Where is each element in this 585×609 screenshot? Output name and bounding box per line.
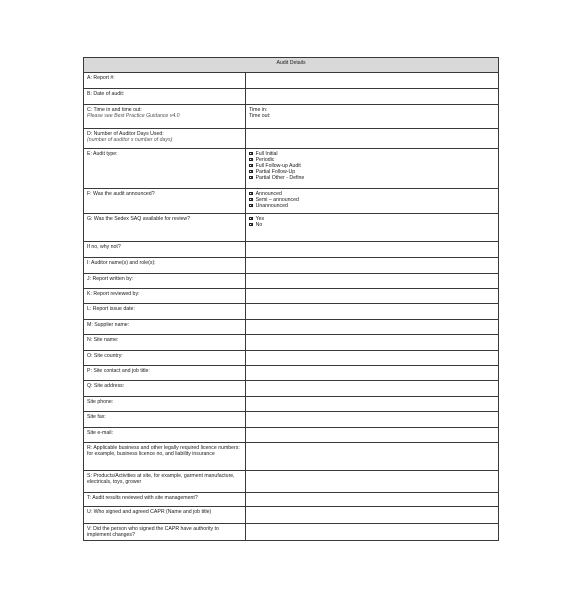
field-value-cell[interactable] [246,73,499,89]
field-label: G: Was the Sedex SAQ available for review? [87,216,191,222]
field-value-cell[interactable] [246,189,499,214]
field-label: J: Report written by: [87,276,134,282]
checkbox-icon[interactable] [249,152,253,156]
field-label: R: Applicable business and other legally required licence numbers: [87,445,240,451]
field-label: N: Site name: [87,337,119,343]
field-label-cell [84,274,246,289]
field-value-cell[interactable] [246,351,499,366]
field-label: If no, why not? [87,244,121,250]
table-header-row [84,58,499,73]
field-label-cell [84,129,246,149]
field-label-cell [84,351,246,366]
table-row [84,335,499,351]
field-label-cell [84,258,246,274]
table-row [84,366,499,381]
field-value-cell[interactable] [246,149,499,189]
field-label: B: Date of audit: [87,91,125,97]
table-row [84,105,499,129]
checkbox-icon[interactable] [249,198,253,202]
field-value-line: Time in: [249,107,268,113]
field-value-cell[interactable] [246,89,499,105]
field-label: O: Site country: [87,353,123,359]
checkbox-icon[interactable] [249,164,253,168]
field-value-cell[interactable] [246,443,499,471]
field-value-cell[interactable] [246,397,499,412]
field-value-cell[interactable] [246,129,499,149]
field-label: U: Who signed and agreed CAPR (Name and job title) [87,509,212,515]
field-value-cell[interactable] [246,274,499,289]
table-row [84,189,499,214]
field-value-cell[interactable] [246,524,499,541]
table-row [84,73,499,89]
field-label-cell [84,149,246,189]
field-label-cell [84,524,246,541]
checkbox-icon[interactable] [249,158,253,162]
table-header: Audit Details [84,58,499,73]
field-value-cell[interactable] [246,366,499,381]
checkbox-label: Partial Other - Define [255,175,305,181]
table-row [84,524,499,541]
checkbox-label: Full Initial [255,151,278,157]
checkbox-icon[interactable] [249,170,253,174]
table-row [84,289,499,304]
field-label-example: for example, business licence no, and liability insurance [87,451,215,457]
field-label-cell [84,105,246,129]
field-label-cell [84,189,246,214]
table-row [84,471,499,493]
checkbox-label: Semi – announced [255,197,299,203]
table-row [84,397,499,412]
field-label: F: Was the audit announced? [87,191,155,197]
field-label-cell [84,507,246,524]
field-label-cell [84,242,246,258]
checkbox-label: Unannounced [255,203,288,209]
field-label: Q: Site address: [87,383,125,389]
field-label-cell [84,428,246,443]
table-row [84,89,499,105]
field-label-cell [84,366,246,381]
field-label: M: Supplier name: [87,322,130,328]
field-value-cell[interactable] [246,381,499,397]
field-label-cell [84,335,246,351]
table-row [84,258,499,274]
field-value-cell[interactable] [246,105,499,129]
field-label: K: Report reviewed by: [87,291,140,297]
audit-details-table [83,57,499,541]
field-value-cell[interactable] [246,214,499,242]
checkbox-label: Full Follow-up Audit [255,163,301,169]
table-row [84,428,499,443]
field-label-cell [84,412,246,428]
field-label: L: Report issue date: [87,306,135,312]
field-label: A: Report #: [87,75,115,81]
table-row [84,493,499,507]
field-label: E: Audit type: [87,151,118,157]
table-row [84,507,499,524]
field-label: C: Time in and time out: [87,107,142,113]
checkbox-icon[interactable] [249,176,253,180]
field-label-cell [84,214,246,242]
checkbox-option[interactable] [249,175,495,181]
table-row [84,214,499,242]
table-row [84,274,499,289]
table-row [84,412,499,428]
field-label-cell [84,289,246,304]
field-value-cell[interactable] [246,412,499,428]
field-label-cell [84,493,246,507]
field-label-cell [84,320,246,335]
table-row [84,381,499,397]
table-row [84,320,499,335]
field-label-cell [84,471,246,493]
field-label-cell [84,397,246,412]
field-label-cell [84,89,246,105]
field-label: P: Site contact and job title: [87,368,150,374]
checkbox-icon[interactable] [249,217,253,221]
table-row [84,242,499,258]
field-value-cell[interactable] [246,493,499,507]
checkbox-label: Periodic [255,157,275,163]
field-label: Site e-mail: [87,430,113,436]
field-label-cell [84,73,246,89]
table-row [84,149,499,189]
table-row [84,129,499,149]
field-value-cell[interactable] [246,320,499,335]
field-label: I: Auditor name(s) and role(s): [87,260,156,266]
field-value-cell[interactable] [246,258,499,274]
field-value-cell[interactable] [246,428,499,443]
field-label: D: Number of Auditor Days Used: [87,131,164,137]
field-value-line: Time out: [249,113,271,119]
checkbox-label: Announced [255,191,282,197]
field-label: Site fax: [87,414,106,420]
checkbox-icon[interactable] [249,223,253,227]
checkbox-label: No [255,222,263,228]
checkbox-icon[interactable] [249,192,253,196]
checkbox-label: Partial Follow-Up [255,169,296,175]
table-row [84,304,499,320]
field-value-cell[interactable] [246,304,499,320]
field-value-cell[interactable] [246,471,499,493]
table-row [84,351,499,366]
checkbox-option[interactable] [249,203,495,209]
field-value-cell[interactable] [246,289,499,304]
field-note: Please see Best Practice Guidance v4.0 [87,113,180,119]
field-value-cell[interactable] [246,242,499,258]
field-note: (number of auditor x number of days) [87,137,173,143]
table-row [84,443,499,471]
field-label: V: Did the person who signed the CAPR have authority to implement changes? [87,526,219,538]
field-label: S: Products/Activities at site, for example, garment manufacture, electricals, toys, grower [87,473,235,485]
field-label-cell [84,381,246,397]
table-body [84,73,499,541]
field-label-cell [84,304,246,320]
checkbox-icon[interactable] [249,204,253,208]
checkbox-label: Yes [255,216,265,222]
field-value-cell[interactable] [246,335,499,351]
field-label: Site phone: [87,399,114,405]
field-label-cell [84,443,246,471]
field-value-cell[interactable] [246,507,499,524]
field-label: T: Audit results reviewed with site management? [87,495,198,501]
checkbox-option[interactable] [249,222,495,228]
